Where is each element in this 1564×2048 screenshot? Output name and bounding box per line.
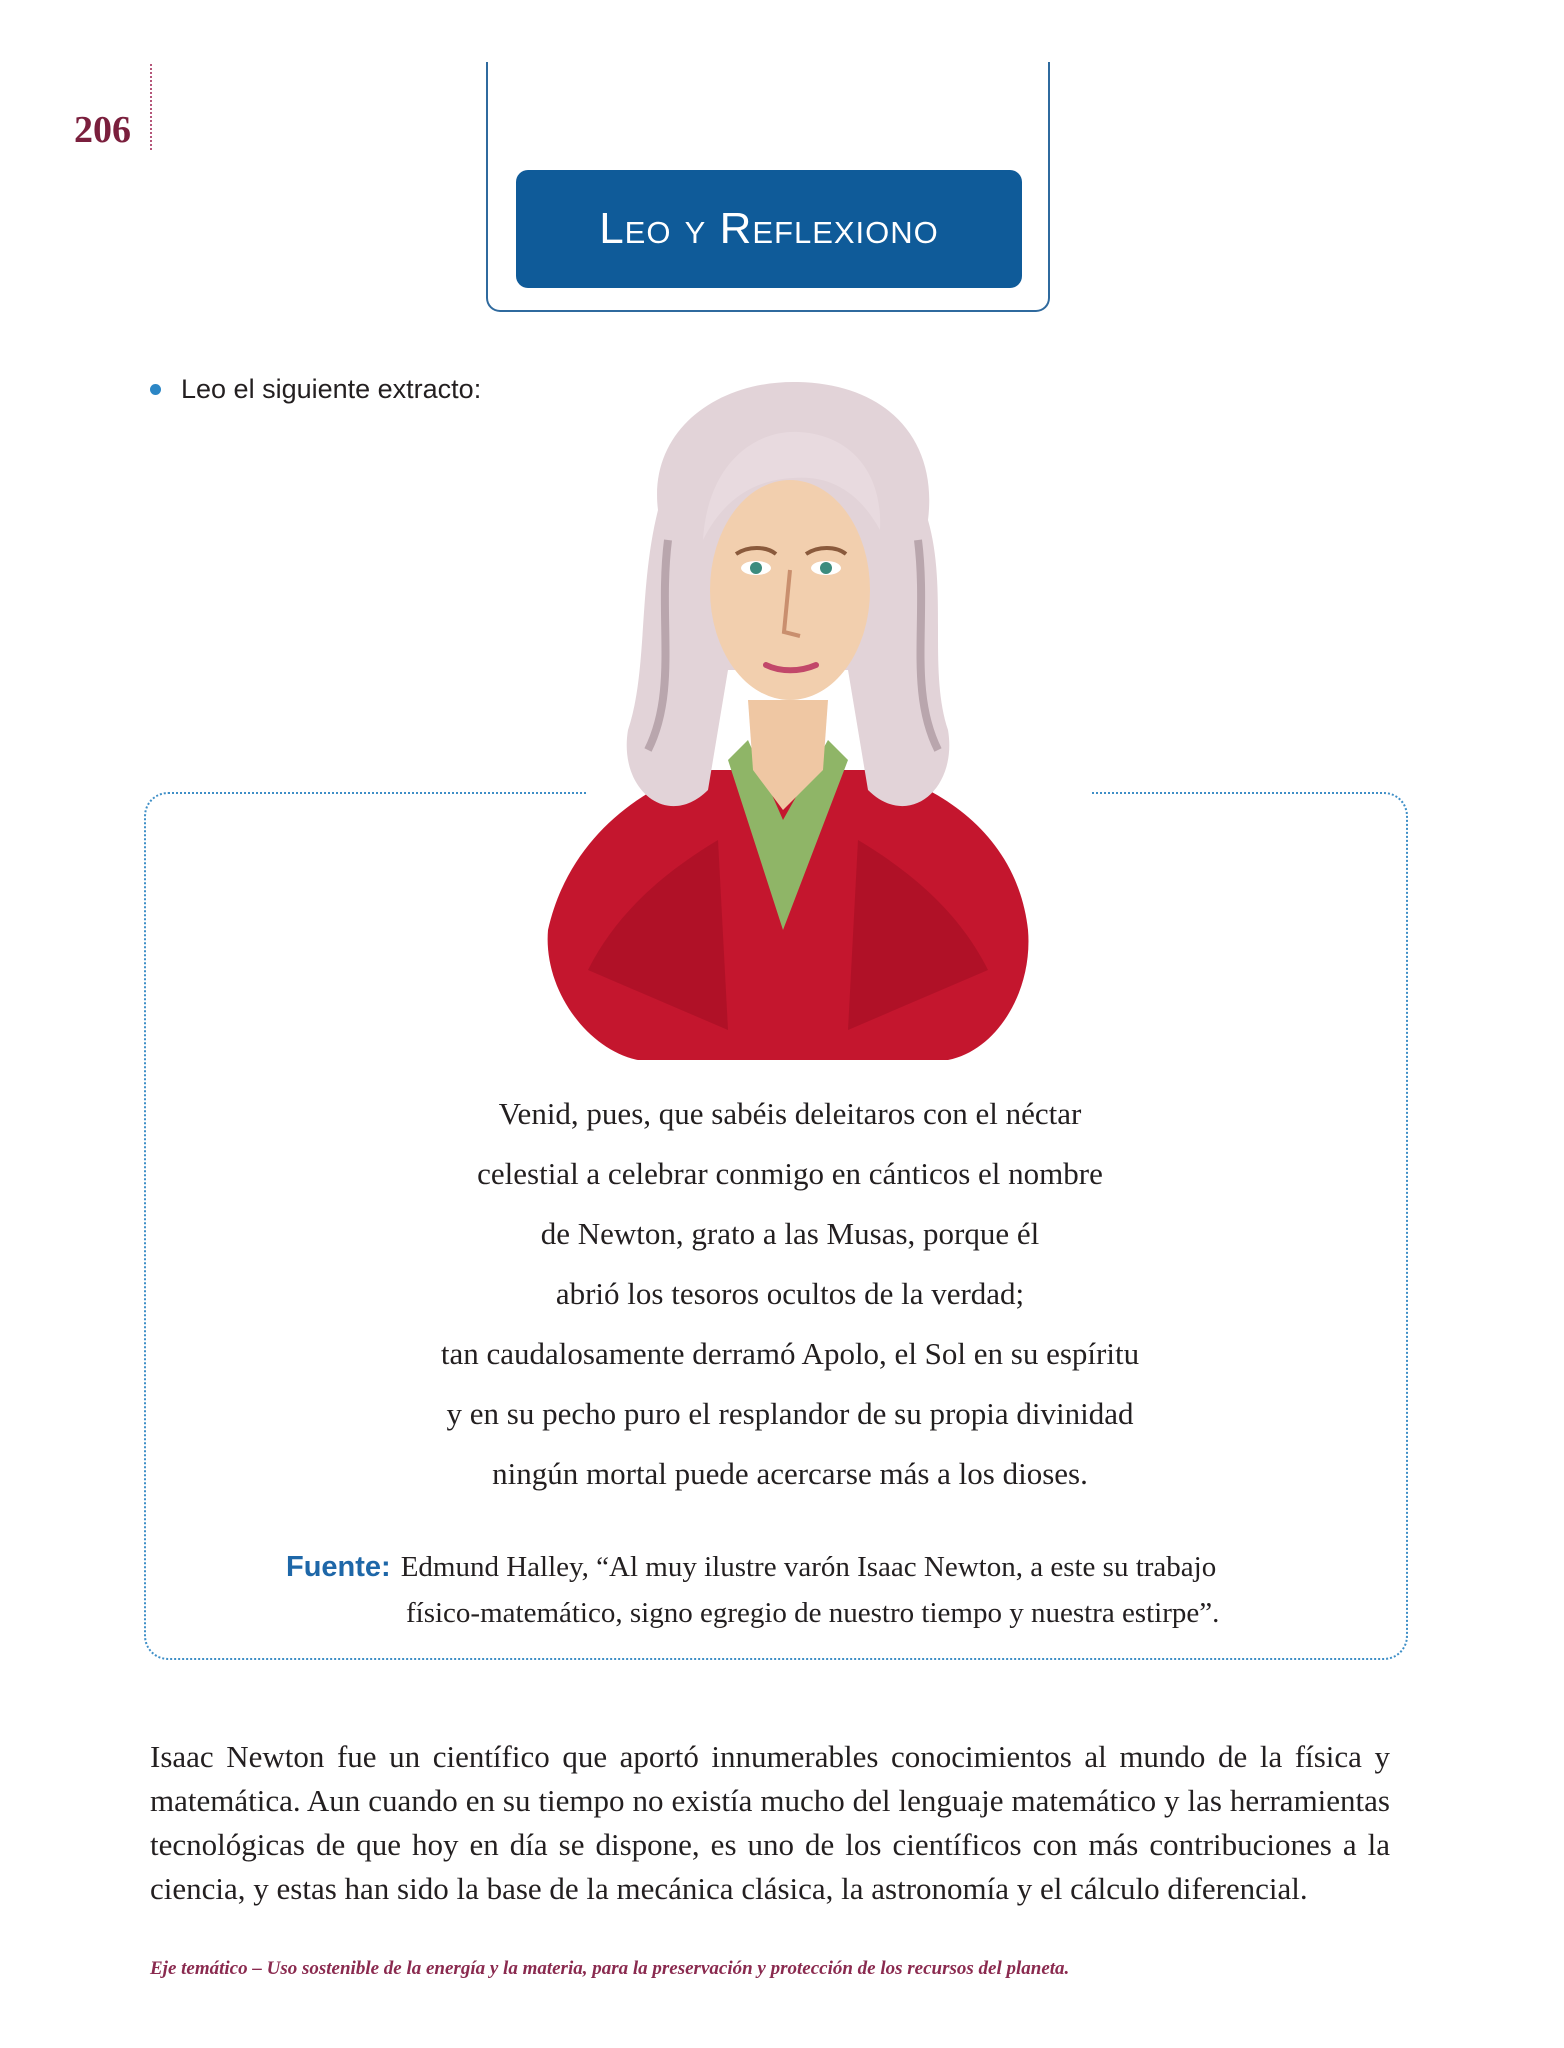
bullet-icon — [150, 384, 161, 395]
poem-line: abrió los tesoros ocultos de la verdad; — [555, 1276, 1025, 1311]
page-number-divider — [150, 64, 152, 150]
instruction-text: Leo el siguiente extracto: — [181, 374, 482, 404]
source-label: Fuente: — [286, 1551, 391, 1583]
source-text-line2: físico-matemático, signo egregio de nuestro tiempo y nuestra estirpe”. — [406, 1597, 1220, 1629]
poem-extract — [300, 1084, 1280, 1504]
poem-line: ningún mortal puede acercarse más a los dioses. — [492, 1456, 1088, 1491]
section-title: Leo y Reflexiono — [599, 204, 939, 253]
newton-portrait-illustration — [528, 370, 1048, 1060]
source-citation — [286, 1544, 1346, 1636]
poem-line: celestial a celebrar conmigo en cánticos el nombre — [477, 1156, 1103, 1191]
instruction — [150, 374, 481, 405]
section-header — [516, 170, 1022, 288]
source-text-line1: Edmund Halley, “Al muy ilustre varón Isaac Newton, a este su trabajo — [400, 1551, 1217, 1583]
poem-line: y en su pecho puro el resplandor de su propia divinidad — [446, 1396, 1134, 1431]
poem-line: Venid, pues, que sabéis deleitaros con el néctar — [498, 1096, 1082, 1131]
footer-thematic-axis: Eje temático – Uso sostenible de la energía y la materia, para la preservación y protección de los recursos del planeta. — [150, 1958, 1070, 1979]
body-paragraph: Isaac Newton fue un científico que aportó innumerables conocimientos al mundo de la física y matemática. Aun cuando en su tiempo no existía mucho del lenguaje matemático y las herramientas tecnológicas de que hoy en día se dispone, es uno de los científicos con más contribuciones a la ciencia, y estas han sido la base de la mecánica clásica, la astronomía y el cálculo diferencial. — [150, 1739, 1390, 1906]
poem-line: de Newton, grato a las Musas, porque él — [540, 1216, 1040, 1251]
poem-line: tan caudalosamente derramó Apolo, el Sol en su espíritu — [440, 1336, 1140, 1371]
page-number: 206 — [74, 109, 131, 151]
